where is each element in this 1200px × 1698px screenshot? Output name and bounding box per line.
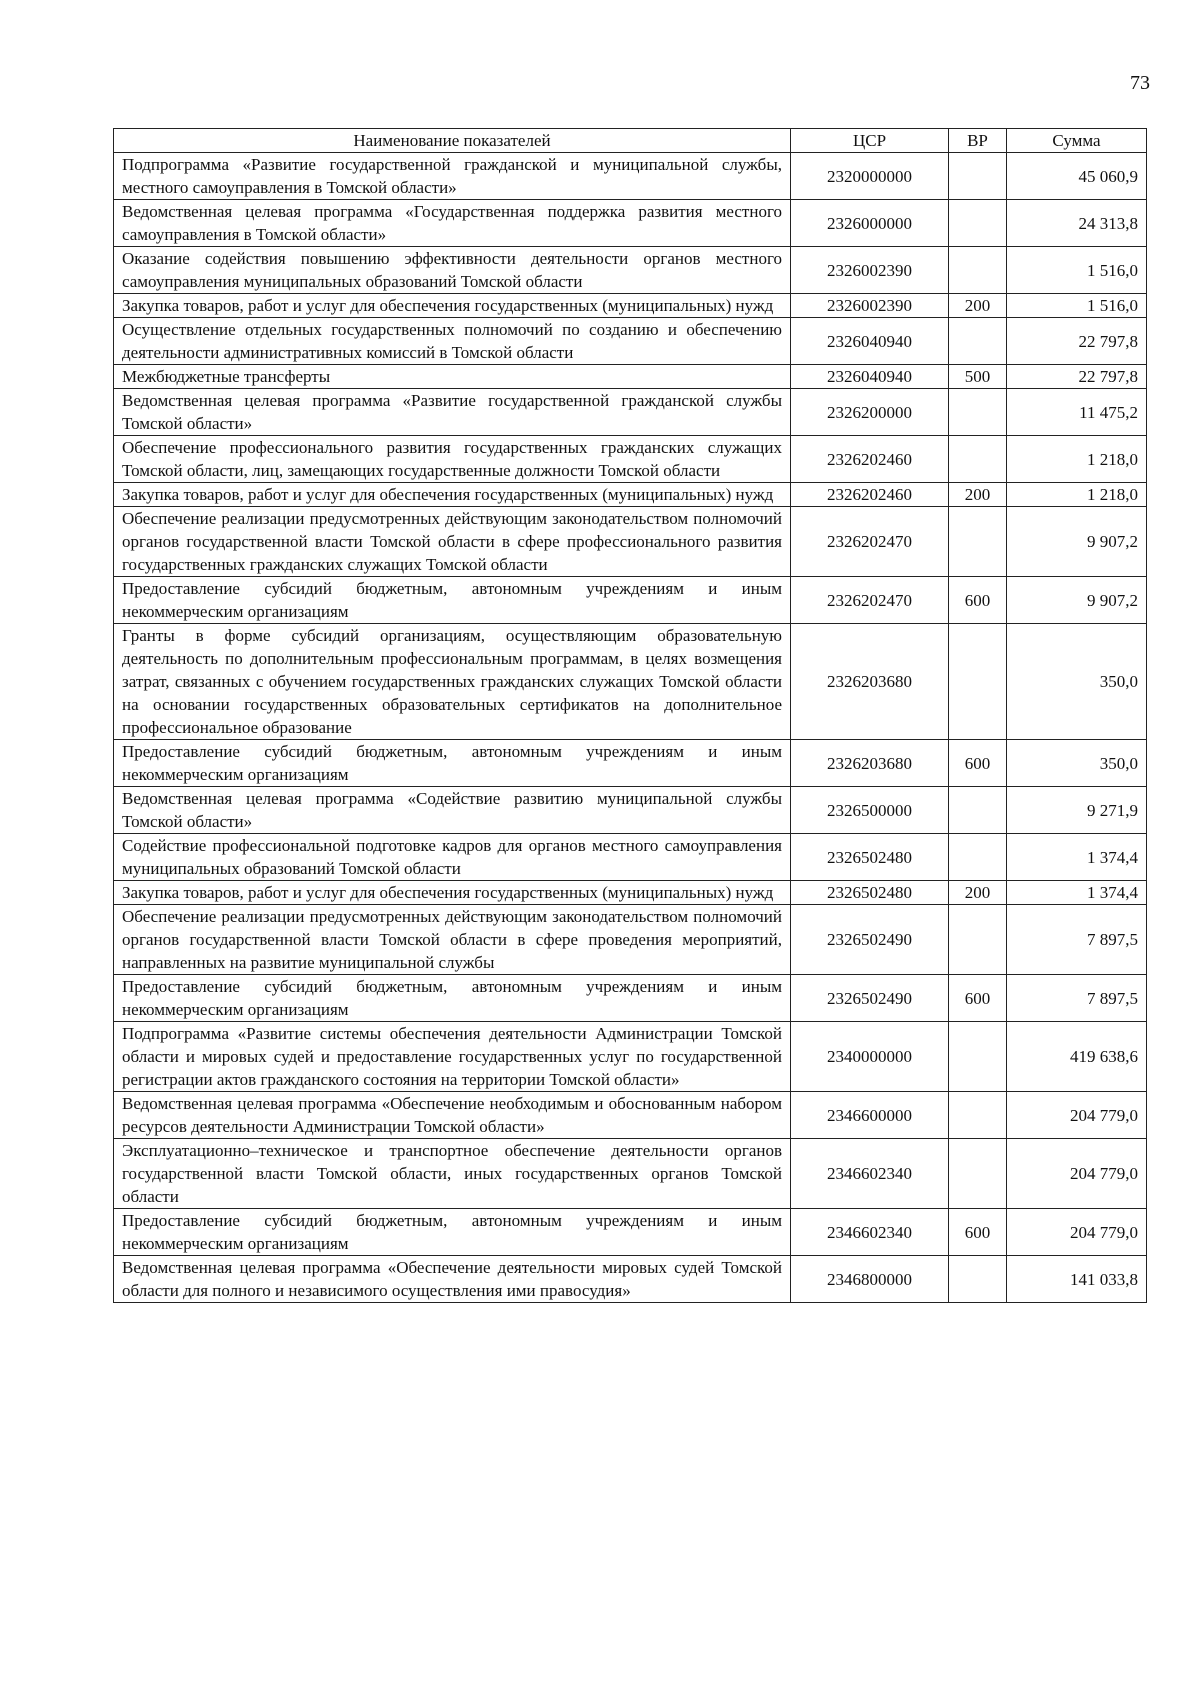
table-row (114, 365, 1147, 389)
table-row (114, 153, 1147, 200)
cell-name: Закупка товаров, работ и услуг для обеспечения государственных (муниципальных) нужд (114, 294, 791, 318)
table-row (114, 905, 1147, 975)
cell-name: Содействие профессиональной подготовке кадров для органов местного самоуправления муниципальных образований Томской области (114, 834, 791, 881)
cell-vr: 200 (949, 881, 1007, 905)
cell-name: Предоставление субсидий бюджетным, автономным учреждениям и иным некоммерческим организациям (114, 740, 791, 787)
cell-csr: 2326502490 (791, 905, 949, 975)
page-number: 73 (1130, 72, 1150, 94)
table-row (114, 1256, 1147, 1303)
cell-name: Подпрограмма «Развитие системы обеспечения деятельности Администрации Томской области и мировых судей и предоставление государственных услуг по государственной регистрации актов гражданского состояния на территории Томской области» (114, 1022, 791, 1092)
cell-sum: 1 374,4 (1007, 834, 1147, 881)
table-row (114, 1209, 1147, 1256)
table-row (114, 1092, 1147, 1139)
cell-vr (949, 834, 1007, 881)
cell-csr: 2346602340 (791, 1139, 949, 1209)
cell-vr (949, 624, 1007, 740)
cell-vr (949, 153, 1007, 200)
table-row (114, 483, 1147, 507)
cell-vr (949, 389, 1007, 436)
cell-vr (949, 1256, 1007, 1303)
header-sum: Сумма (1007, 129, 1147, 153)
cell-name: Обеспечение реализации предусмотренных действующим законодательством полномочий органов государственной власти Томской области в сфере профессионального развития государственных гражданских служащих Томской области (114, 507, 791, 577)
cell-vr (949, 787, 1007, 834)
table-row (114, 881, 1147, 905)
table-row (114, 577, 1147, 624)
cell-sum: 350,0 (1007, 624, 1147, 740)
table-header-row (114, 129, 1147, 153)
cell-vr (949, 1022, 1007, 1092)
cell-sum: 1 218,0 (1007, 436, 1147, 483)
cell-csr: 2340000000 (791, 1022, 949, 1092)
cell-csr: 2326202460 (791, 483, 949, 507)
cell-vr (949, 318, 1007, 365)
cell-sum: 9 907,2 (1007, 577, 1147, 624)
cell-csr: 2326202460 (791, 436, 949, 483)
cell-name: Ведомственная целевая программа «Обеспечение деятельности мировых судей Томской области для полного и независимого осуществления ими правосудия» (114, 1256, 791, 1303)
table-row (114, 294, 1147, 318)
cell-vr (949, 247, 1007, 294)
cell-csr: 2326203680 (791, 740, 949, 787)
table-row (114, 834, 1147, 881)
cell-csr: 2326040940 (791, 318, 949, 365)
cell-name: Эксплуатационно–техническое и транспортное обеспечение деятельности органов государственной власти Томской области, иных государственных органов Томской области (114, 1139, 791, 1209)
cell-csr: 2326502480 (791, 881, 949, 905)
table-row (114, 247, 1147, 294)
cell-csr: 2326040940 (791, 365, 949, 389)
cell-name: Ведомственная целевая программа «Содействие развитию муниципальной службы Томской области» (114, 787, 791, 834)
cell-vr (949, 507, 1007, 577)
cell-csr: 2326500000 (791, 787, 949, 834)
table-row (114, 740, 1147, 787)
cell-vr: 600 (949, 1209, 1007, 1256)
cell-name: Оказание содействия повышению эффективности деятельности органов местного самоуправления муниципальных образований Томской области (114, 247, 791, 294)
cell-name: Закупка товаров, работ и услуг для обеспечения государственных (муниципальных) нужд (114, 483, 791, 507)
cell-csr: 2326502490 (791, 975, 949, 1022)
cell-csr: 2326000000 (791, 200, 949, 247)
cell-sum: 1 516,0 (1007, 294, 1147, 318)
cell-sum: 45 060,9 (1007, 153, 1147, 200)
table-row (114, 318, 1147, 365)
cell-vr (949, 905, 1007, 975)
budget-table (113, 128, 1147, 1303)
cell-vr: 500 (949, 365, 1007, 389)
cell-csr: 2326002390 (791, 294, 949, 318)
cell-sum: 24 313,8 (1007, 200, 1147, 247)
cell-sum: 204 779,0 (1007, 1209, 1147, 1256)
table-row (114, 787, 1147, 834)
cell-name: Предоставление субсидий бюджетным, автономным учреждениям и иным некоммерческим организациям (114, 577, 791, 624)
cell-sum: 9 271,9 (1007, 787, 1147, 834)
cell-csr: 2320000000 (791, 153, 949, 200)
cell-vr: 200 (949, 294, 1007, 318)
cell-name: Обеспечение профессионального развития государственных гражданских служащих Томской области, лиц, замещающих государственные должности Томской области (114, 436, 791, 483)
cell-csr: 2326502480 (791, 834, 949, 881)
cell-name: Предоставление субсидий бюджетным, автономным учреждениям и иным некоммерческим организациям (114, 975, 791, 1022)
cell-csr: 2326002390 (791, 247, 949, 294)
cell-name: Подпрограмма «Развитие государственной гражданской и муниципальной службы, местного самоуправления в Томской области» (114, 153, 791, 200)
cell-csr: 2346800000 (791, 1256, 949, 1303)
cell-name: Закупка товаров, работ и услуг для обеспечения государственных (муниципальных) нужд (114, 881, 791, 905)
cell-csr: 2346602340 (791, 1209, 949, 1256)
table-row (114, 624, 1147, 740)
table-row (114, 507, 1147, 577)
cell-sum: 1 374,4 (1007, 881, 1147, 905)
cell-name: Обеспечение реализации предусмотренных действующим законодательством полномочий органов государственной власти Томской области в сфере проведения мероприятий, направленных на развитие муниципальной службы (114, 905, 791, 975)
table-row (114, 975, 1147, 1022)
cell-csr: 2326202470 (791, 507, 949, 577)
header-csr: ЦСР (791, 129, 949, 153)
cell-csr: 2326200000 (791, 389, 949, 436)
cell-vr: 200 (949, 483, 1007, 507)
table-row (114, 200, 1147, 247)
cell-sum: 204 779,0 (1007, 1139, 1147, 1209)
cell-sum: 1 516,0 (1007, 247, 1147, 294)
cell-vr: 600 (949, 740, 1007, 787)
cell-sum: 419 638,6 (1007, 1022, 1147, 1092)
cell-csr: 2326202470 (791, 577, 949, 624)
table-row (114, 436, 1147, 483)
cell-sum: 7 897,5 (1007, 975, 1147, 1022)
cell-sum: 22 797,8 (1007, 365, 1147, 389)
cell-vr (949, 200, 1007, 247)
cell-vr (949, 1139, 1007, 1209)
cell-sum: 7 897,5 (1007, 905, 1147, 975)
cell-sum: 204 779,0 (1007, 1092, 1147, 1139)
cell-csr: 2326203680 (791, 624, 949, 740)
header-name: Наименование показателей (114, 129, 791, 153)
table-row (114, 1022, 1147, 1092)
cell-sum: 9 907,2 (1007, 507, 1147, 577)
cell-sum: 11 475,2 (1007, 389, 1147, 436)
cell-name: Предоставление субсидий бюджетным, автономным учреждениям и иным некоммерческим организациям (114, 1209, 791, 1256)
header-vr: ВР (949, 129, 1007, 153)
cell-name: Осуществление отдельных государственных полномочий по созданию и обеспечению деятельности административных комиссий в Томской области (114, 318, 791, 365)
cell-sum: 350,0 (1007, 740, 1147, 787)
cell-vr: 600 (949, 577, 1007, 624)
cell-sum: 22 797,8 (1007, 318, 1147, 365)
table-row (114, 1139, 1147, 1209)
cell-csr: 2346600000 (791, 1092, 949, 1139)
cell-sum: 141 033,8 (1007, 1256, 1147, 1303)
cell-vr: 600 (949, 975, 1007, 1022)
table-row (114, 389, 1147, 436)
cell-name: Ведомственная целевая программа «Государственная поддержка развития местного самоуправления в Томской области» (114, 200, 791, 247)
cell-sum: 1 218,0 (1007, 483, 1147, 507)
cell-name: Ведомственная целевая программа «Обеспечение необходимым и обоснованным набором ресурсов деятельности Администрации Томской области» (114, 1092, 791, 1139)
cell-name: Межбюджетные трансферты (114, 365, 791, 389)
cell-vr (949, 436, 1007, 483)
cell-vr (949, 1092, 1007, 1139)
table-body (114, 153, 1147, 1303)
cell-name: Гранты в форме субсидий организациям, осуществляющим образовательную деятельность по дополнительным профессиональным программам, в целях возмещения затрат, связанных с обучением государственных гражданских служащих Томской области на основании государственных образовательных сертификатов на дополнительное профессиональное образование (114, 624, 791, 740)
cell-name: Ведомственная целевая программа «Развитие государственной гражданской службы Томской области» (114, 389, 791, 436)
